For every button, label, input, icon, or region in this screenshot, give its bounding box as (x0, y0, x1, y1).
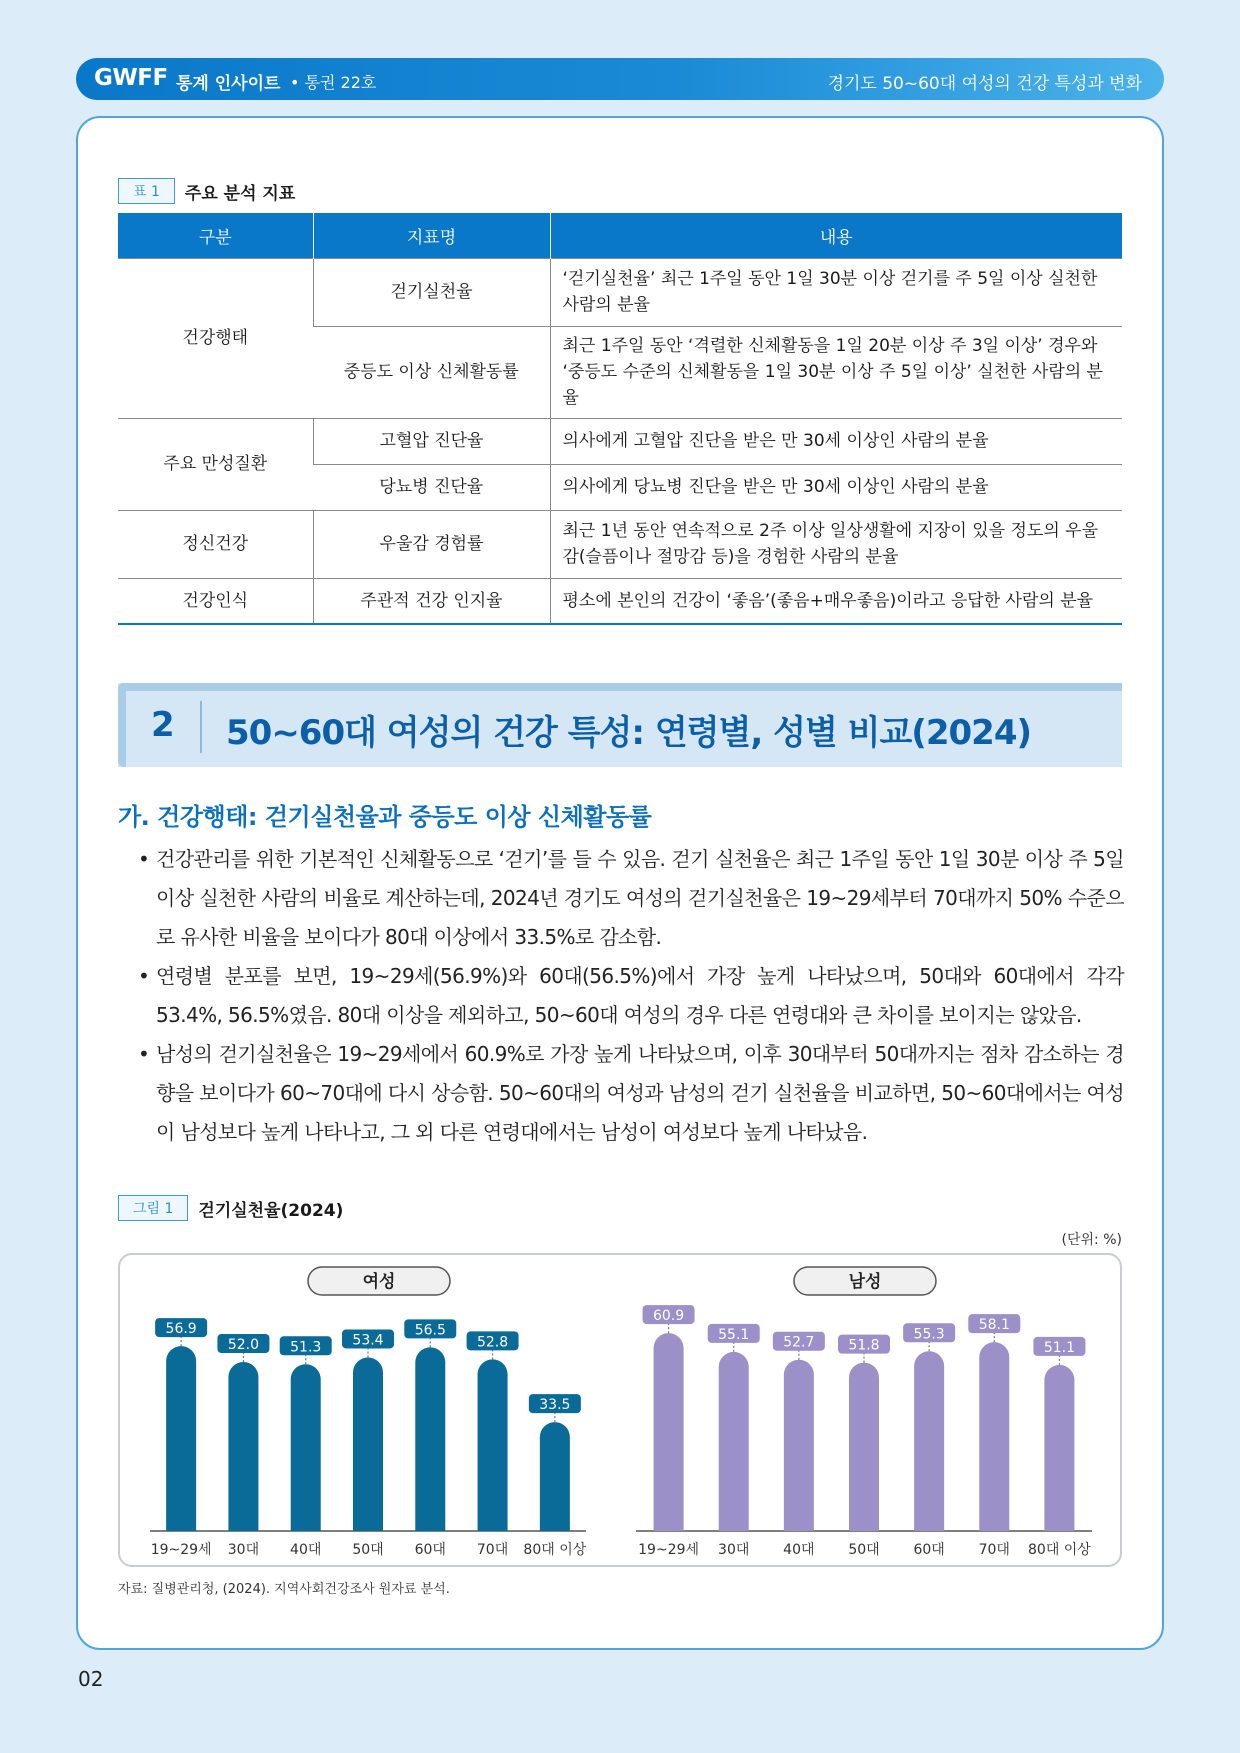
x-tick-label: 70대 (476, 1542, 509, 1558)
x-tick-label: 30대 (227, 1542, 260, 1558)
section-title-box (118, 683, 1122, 767)
bar (478, 1359, 508, 1531)
section-number: 2 (151, 705, 175, 745)
table-row (118, 258, 1122, 326)
indicator-cell: 고혈압 진단율 (313, 418, 550, 464)
data-label: 52.7 (783, 1334, 815, 1351)
x-tick-label: 50대 (848, 1542, 880, 1558)
x-tick-label: 19~29세 (150, 1542, 212, 1558)
data-label: 52.8 (476, 1334, 509, 1351)
bar (291, 1364, 321, 1531)
figure-tag: 그림 1 (118, 1195, 188, 1221)
x-tick-label: 19~29세 (638, 1542, 700, 1558)
data-label: 51.8 (848, 1337, 880, 1354)
x-tick-label: 60대 (414, 1542, 446, 1558)
chart-title: 남성 (848, 1272, 882, 1292)
figure-caption (118, 1195, 343, 1221)
figure-title: 걷기실천율(2024) (198, 1200, 344, 1221)
header-content: 내용 (550, 213, 1122, 258)
chart-title: 여성 (362, 1272, 396, 1292)
indicator-cell: 주관적 건강 인지율 (313, 578, 550, 624)
data-label: 55.1 (718, 1326, 750, 1343)
x-tick-label: 40대 (290, 1542, 322, 1558)
unit-label: (단위: %) (1061, 1232, 1122, 1248)
table-row (118, 418, 1122, 464)
x-tick-label: 70대 (978, 1542, 1010, 1558)
bar (654, 1333, 684, 1531)
x-tick-label: 80대 이상 (523, 1542, 587, 1558)
issue-number: • 통권 22호 (290, 73, 377, 92)
table-caption (118, 178, 295, 204)
content-cell: 최근 1주일 동안 ‘격렬한 신체활동을 1일 20분 이상 주 3일 이상’ 경우와 ‘중등도 수준의 신체활동을 1일 30분 이상 주 5일 이상’ 실천한 사람의 분율 (550, 326, 1122, 418)
bar (540, 1422, 570, 1531)
indicator-cell: 중등도 이상 신체활동률 (313, 326, 550, 418)
data-label: 51.1 (1043, 1339, 1076, 1356)
indicator-cell: 당뇨병 진단율 (313, 464, 550, 510)
table-title: 주요 분석 지표 (184, 183, 296, 204)
category-cell: 정신건강 (118, 510, 313, 578)
bar-chart-svg (120, 1255, 1120, 1565)
header-bar (76, 58, 1164, 100)
bar (1044, 1365, 1074, 1531)
bar (784, 1360, 814, 1531)
table-row (118, 578, 1122, 624)
content-cell: 평소에 본인의 건강이 ‘좋음’(좋음+매우좋음)이라고 응답한 사람의 분율 (550, 578, 1122, 624)
data-label: 51.3 (290, 1339, 322, 1356)
bar (166, 1346, 196, 1531)
category-cell: 건강인식 (118, 578, 313, 624)
category-cell: 건강행태 (118, 258, 313, 418)
indicator-cell: 우울감 경험률 (313, 510, 550, 578)
bullet-item: • 건강관리를 위한 기본적인 신체활동으로 ‘걷기’를 들 수 있음. 걷기 실천율은 최근 1주일 동안 1일 30분 이상 주 5일 이상 실천한 사람의 비율로 계산하는데, 2024년 경기도 여성의 걷기실천율은 19~29세부터 70대까지 50% 수준으로 유사한 비율을 보이다가 80대 이상에서 33.5%로 감소함. (136, 840, 1124, 957)
logo: GWFF (94, 65, 168, 91)
indicator-cell: 걷기실천율 (313, 258, 550, 326)
header-indicator: 지표명 (313, 213, 550, 258)
content-cell: 최근 1년 동안 연속적으로 2주 이상 일상생활에 지장이 있을 정도의 우울감(슬픔이나 절망감 등)을 경험한 사람의 분율 (550, 510, 1122, 578)
data-label: 60.9 (652, 1308, 685, 1325)
source-note: 자료: 질병관리청, (2024). 지역사회건강조사 원자료 분석. (118, 1582, 450, 1597)
page-number: 02 (78, 1667, 104, 1691)
header-category: 구분 (118, 213, 313, 258)
bar (979, 1342, 1009, 1531)
section-title: 50~60대 여성의 건강 특성: 연령별, 성별 비교(2024) (226, 713, 1032, 753)
x-tick-label: 60대 (913, 1542, 945, 1558)
indicator-table (118, 213, 1122, 625)
bar (353, 1357, 383, 1531)
x-tick-label: 30대 (718, 1542, 750, 1558)
data-label: 56.5 (414, 1322, 446, 1339)
bar (914, 1351, 944, 1531)
bullet-item: • 남성의 걷기실천율은 19~29세에서 60.9%로 가장 높게 나타났으며, 이후 30대부터 50대까지는 점차 감소하는 경향을 보이다가 60~70대에 다시 상승함. 50~60대의 여성과 남성의 걷기 실천율을 비교하면, 50~60대에서는 여성이 남성보다 높게 나타나고, 그 외 다른 연령대에서는 남성이 여성보다 높게 나타났음. (136, 1035, 1124, 1152)
table-header-row (118, 213, 1122, 258)
bullet-item: • 연령별 분포를 보면, 19~29세(56.9%)와 60대(56.5%)에서 가장 높게 나타났으며, 50대와 60대에서 각각 53.4%, 56.5%였음. 80대 이상을 제외하고, 50~60대 여성의 경우 다른 연령대와 큰 차이를 보이지는 않았음. (136, 957, 1124, 1035)
bar (849, 1363, 879, 1531)
subsection-heading: 가. 건강행태: 걷기실천율과 중등도 이상 신체활동률 (118, 803, 652, 831)
table-tag: 표 1 (118, 178, 175, 204)
data-label: 33.5 (539, 1397, 571, 1414)
table-row (118, 510, 1122, 578)
content-cell: 의사에게 당뇨병 진단을 받은 만 30세 이상인 사람의 분율 (550, 464, 1122, 510)
data-label: 58.1 (978, 1317, 1010, 1334)
chart-container (118, 1253, 1122, 1567)
x-tick-label: 80대 이상 (1028, 1542, 1091, 1558)
content-cell: 의사에게 고혈압 진단을 받은 만 30세 이상인 사람의 분율 (550, 418, 1122, 464)
x-tick-label: 40대 (783, 1542, 815, 1558)
bullet-list (136, 840, 1124, 1152)
content-cell: ‘걷기실천율’ 최근 1주일 동안 1일 30분 이상 걷기를 주 5일 이상 실천한 사람의 분율 (550, 258, 1122, 326)
data-label: 56.9 (165, 1321, 197, 1338)
data-label: 55.3 (913, 1326, 945, 1343)
data-label: 52.0 (227, 1337, 260, 1353)
series-name: 통계 인사이트 (176, 74, 281, 94)
document-title: 경기도 50~60대 여성의 건강 특성과 변화 (827, 74, 1142, 94)
x-tick-label: 50대 (352, 1542, 384, 1558)
bar (228, 1362, 258, 1531)
bar (415, 1347, 445, 1531)
bar (719, 1352, 749, 1531)
category-cell: 주요 만성질환 (118, 418, 313, 510)
data-label: 53.4 (352, 1332, 384, 1349)
